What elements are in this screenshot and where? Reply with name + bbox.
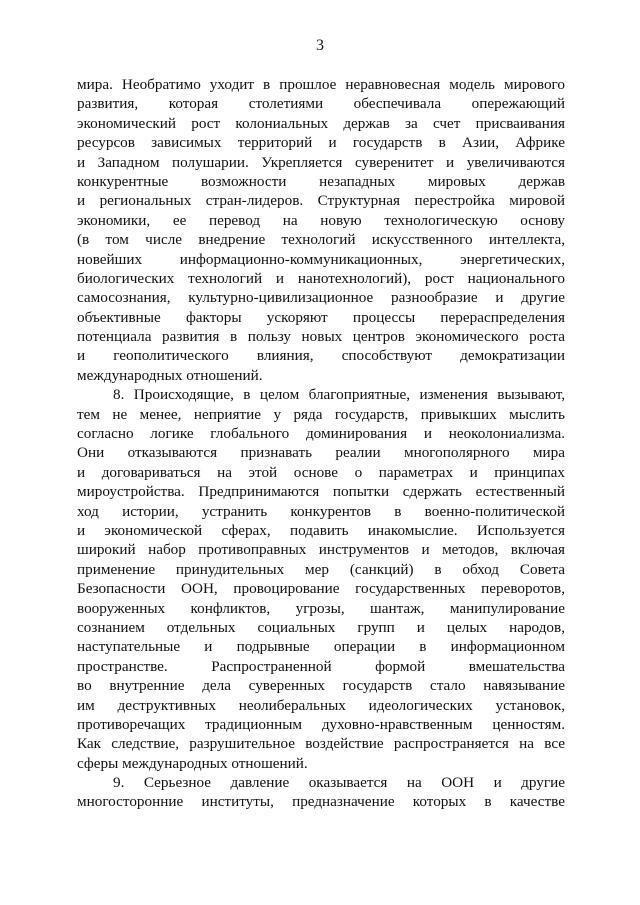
text-line: международных отношений. [77, 366, 263, 384]
text-line: потенциала развития в пользу новых центров экономического роста [77, 328, 565, 346]
text-line: сферы международных отношений. [77, 754, 308, 772]
text-line: многосторонние институты, предназначение которых в качестве [77, 793, 565, 811]
text-line: новейших информационно-коммуникационных, энергетических, [77, 250, 565, 268]
body-text [77, 75, 565, 812]
text-line: (в том числе внедрение технологий искусственного интеллекта, [77, 231, 565, 249]
text-line: конкурентные возможности незападных мировых держав [77, 172, 565, 190]
text-line: согласно логике глобального доминирования и неоколониализма. [77, 425, 565, 443]
text-line: пространстве. Распространенной формой вмешательства [77, 657, 565, 675]
text-line: Они отказываются признавать реалии многополярного мира [77, 444, 565, 462]
text-line: сознанием отдельных социальных групп и целых народов, [77, 618, 565, 636]
text-line: и договариваться на этой основе о параметрах и принципах [77, 463, 565, 481]
text-line: развития, которая столетиями обеспечивала опережающий [77, 95, 565, 113]
text-line: вооруженных конфликтов, угрозы, шантаж, манипулирование [77, 599, 565, 617]
text-line: применение принудительных мер (санкций) в обход Совета [77, 560, 565, 578]
text-line: и экономической сферах, подавить инакомыслие. Используется [77, 521, 565, 539]
page-number: 3 [316, 37, 324, 54]
text-line: ход истории, устранить конкурентов в военно-политической [77, 502, 565, 520]
text-line: и Западном полушарии. Укрепляется суверенитет и увеличиваются [77, 153, 565, 171]
text-line: ресурсов зависимых территорий и государств в Азии, Африке [77, 134, 565, 152]
text-line: противоречащих традиционным духовно-нравственным ценностям. [77, 715, 565, 733]
text-line: объективные факторы ускоряют процессы перераспределения [77, 308, 565, 326]
text-line: во внутренние дела суверенных государств стало навязывание [77, 677, 565, 695]
text-line: экономики, ее перевод на новую технологическую основу [77, 211, 565, 229]
text-line: мира. Необратимо уходит в прошлое неравновесная модель мирового [77, 76, 565, 93]
text-line: самосознания, культурно-цивилизационное разнообразие и другие [77, 289, 565, 307]
text-line: широкий набор противоправных инструментов и методов, включая [77, 541, 565, 559]
text-line: биологических технологий и нанотехнологий), рост национального [77, 269, 565, 287]
text-line: тем не менее, неприятие у ряда государств, привыкших мыслить [77, 405, 565, 423]
text-line: и региональных стран-лидеров. Структурная перестройка мировой [77, 192, 565, 210]
text-line: Как следствие, разрушительное воздействие распространяется на все [77, 735, 565, 753]
text-line: и геополитического влияния, способствуют демократизации [77, 347, 565, 365]
text-line: им деструктивных неолиберальных идеологических установок, [77, 696, 565, 714]
text-line: экономический рост колониальных держав за счет присваивания [77, 114, 565, 132]
text-line: Безопасности ООН, провоцирование государственных переворотов, [77, 580, 565, 598]
text-line: наступательные и подрывные операции в информационном [77, 638, 565, 656]
text-line: 9. Серьезное давление оказывается на ООН и другие [113, 774, 565, 792]
text-line: 8. Происходящие, в целом благоприятные, изменения вызывают, [113, 386, 565, 404]
text-line: мироустройства. Предпринимаются попытки сдержать естественный [77, 483, 565, 501]
